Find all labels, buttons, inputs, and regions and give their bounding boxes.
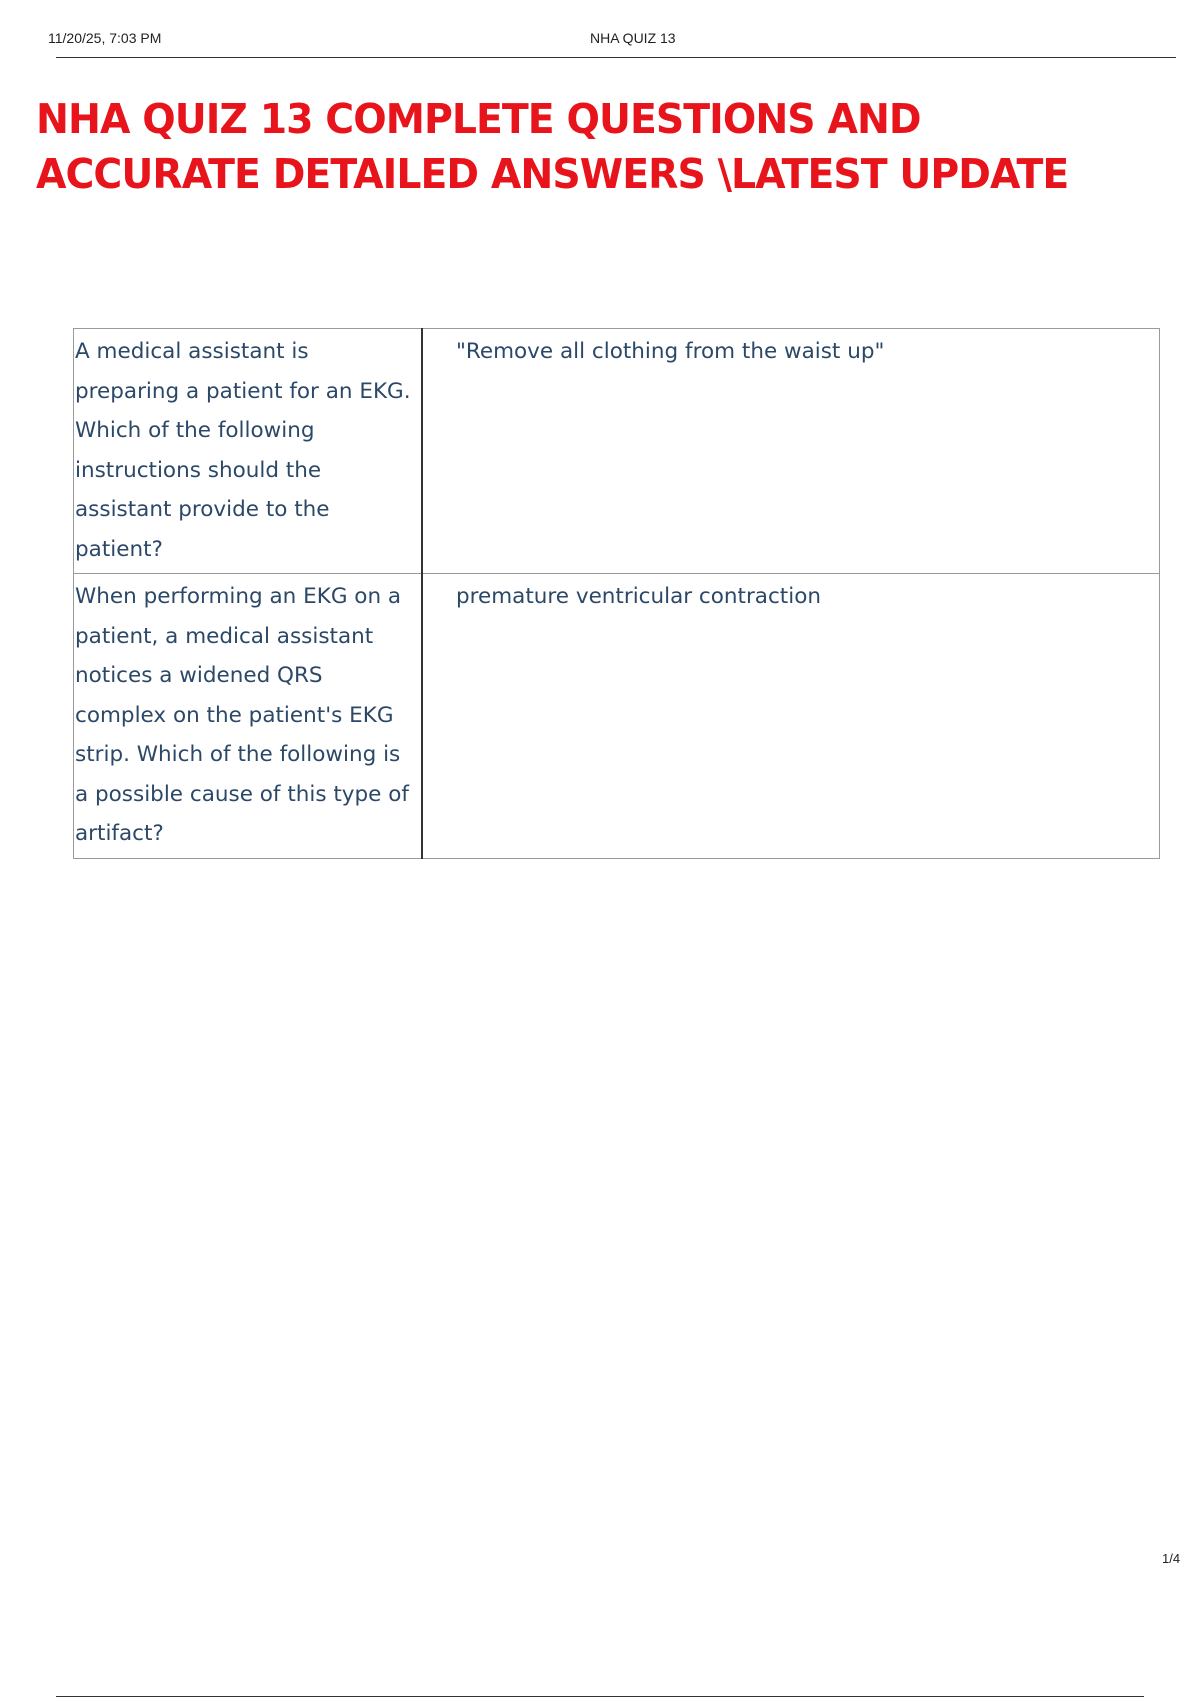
page-number: 1/4 bbox=[1162, 1551, 1181, 1566]
print-date: 11/20/25, 7:03 PM bbox=[48, 30, 162, 46]
question-cell: When performing an EKG on a patient, a medical assistant notices a widened QRS complex on the patient's EKG strip. Which of the following is a possible cause of this type of artifact? bbox=[74, 574, 423, 859]
question-cell: A medical assistant is preparing a patient for an EKG. Which of the following instructions should the assistant provide to the patient? bbox=[74, 329, 423, 574]
document-title: NHA QUIZ 13 COMPLETE QUESTIONS AND ACCURATE DETAILED ANSWERS \LATEST UPDATE bbox=[36, 95, 1069, 198]
qa-table bbox=[73, 328, 1160, 859]
answer-cell: "Remove all clothing from the waist up" bbox=[422, 329, 1160, 574]
footer-divider bbox=[56, 1696, 1144, 1697]
header-divider bbox=[56, 57, 1176, 58]
print-header bbox=[48, 30, 1176, 56]
table-row bbox=[74, 574, 1160, 859]
table-row bbox=[74, 329, 1160, 574]
answer-cell: premature ventricular contraction bbox=[422, 574, 1160, 859]
print-doc-title: NHA QUIZ 13 bbox=[590, 30, 676, 46]
